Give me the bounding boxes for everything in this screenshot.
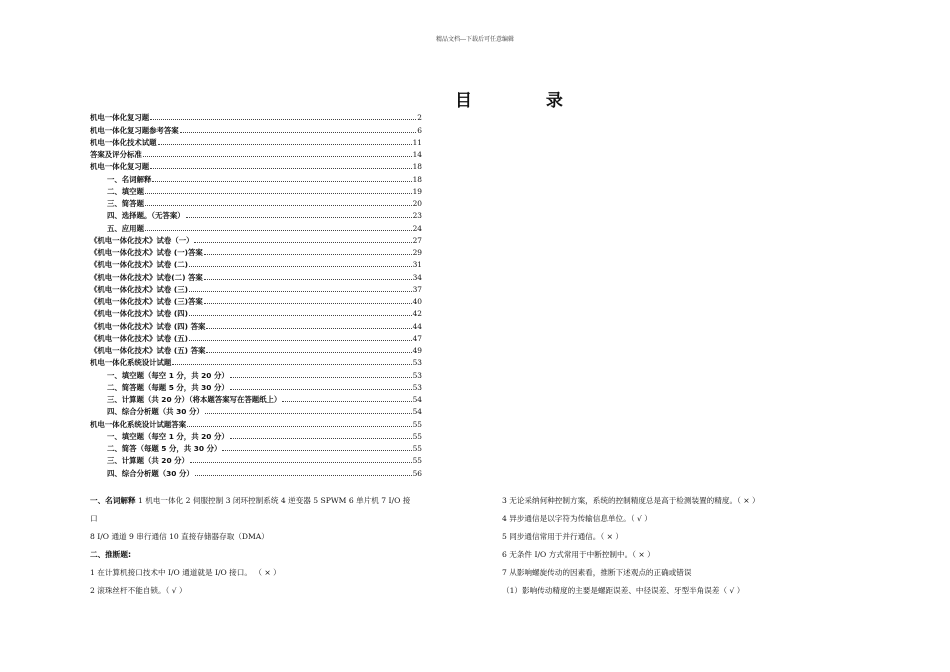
toc-entry-page: 18 xyxy=(412,174,422,184)
toc-leader-dots xyxy=(204,278,412,280)
toc-entry[interactable] xyxy=(90,220,422,232)
toc-entry-page: 18 xyxy=(412,162,422,172)
toc-entry-label: 四、综合分析题（30 分） xyxy=(107,468,194,478)
toc-leader-dots xyxy=(187,425,412,427)
toc-entry-label: 《机电一体化技术》试卷(二) 答案 xyxy=(90,272,203,282)
toc-entry[interactable] xyxy=(90,331,422,343)
toc-entry-label: 《机电一体化技术》试卷 (二) xyxy=(90,260,189,270)
toc-entry-page: 54 xyxy=(412,395,422,404)
toc-entry-page: 55 xyxy=(412,431,422,441)
toc-leader-dots xyxy=(206,351,411,353)
toc-entry-label: 答案及评分标准 xyxy=(90,150,142,159)
judgement-question-7: 7 从影响螺旋传动的因素看，推断下述观点的正确或错误 xyxy=(502,568,692,577)
toc-entry[interactable] xyxy=(90,416,422,428)
toc-leader-dots xyxy=(205,412,412,414)
toc-leader-dots xyxy=(150,118,416,120)
toc-entry[interactable] xyxy=(90,282,422,294)
section-1-heading: 一、名词解释 xyxy=(90,496,136,505)
table-of-contents xyxy=(90,110,422,478)
toc-entry[interactable] xyxy=(90,465,422,477)
toc-entry[interactable] xyxy=(90,171,422,183)
toc-entry-page: 55 xyxy=(412,456,422,466)
toc-leader-dots xyxy=(206,327,411,329)
toc-entry-page: 24 xyxy=(412,223,422,233)
judgement-question-7-1: （1）影响传动精度的主要是螺距误差、中径误差、牙型半角误差（ √ ） xyxy=(502,586,745,595)
toc-entry[interactable] xyxy=(90,122,422,134)
toc-leader-dots xyxy=(222,449,411,451)
toc-leader-dots xyxy=(145,192,412,194)
toc-leader-dots xyxy=(204,302,412,304)
section-1-paragraph xyxy=(90,492,490,510)
toc-leader-dots xyxy=(282,400,411,402)
toc-entry-page: 40 xyxy=(412,297,422,306)
toc-entry-page: 14 xyxy=(412,150,422,159)
toc-entry[interactable] xyxy=(90,343,422,355)
toc-entry[interactable] xyxy=(90,294,422,306)
toc-entry[interactable] xyxy=(90,392,422,404)
toc-entry-label: 四、选择题。（无答案） xyxy=(107,211,185,221)
toc-entry-page: 34 xyxy=(412,272,422,282)
toc-leader-dots xyxy=(230,388,412,390)
left-column xyxy=(90,492,490,600)
toc-entry-page: 11 xyxy=(412,137,422,147)
toc-entry-label: 机电一体化复习题 xyxy=(90,162,150,172)
toc-leader-dots xyxy=(186,216,412,218)
toc-entry[interactable] xyxy=(90,257,422,269)
toc-entry[interactable] xyxy=(90,184,422,196)
toc-entry-page: 42 xyxy=(412,309,422,319)
toc-entry[interactable] xyxy=(90,355,422,367)
judgement-question-3: 3 无论采纳何种控制方案，系统的控制精度总是高于检测装置的精度。（ × ） xyxy=(502,496,760,505)
toc-entry[interactable] xyxy=(90,135,422,147)
toc-entry-page: 27 xyxy=(412,235,422,245)
toc-entry-page: 49 xyxy=(412,346,422,355)
section-2-heading: 二、推断题: xyxy=(90,550,132,559)
toc-title: 目 录 xyxy=(455,91,597,111)
toc-entry-label: 机电一体化系统设计试题答案 xyxy=(90,419,187,429)
toc-entry[interactable] xyxy=(90,196,422,208)
toc-entry-page: 53 xyxy=(412,382,422,392)
toc-leader-dots xyxy=(230,376,412,378)
toc-entry-label: 《机电一体化技术》试卷 (五) xyxy=(90,333,189,343)
toc-entry[interactable] xyxy=(90,233,422,245)
toc-entry-page: 2 xyxy=(417,113,422,123)
toc-entry-label: 二、简答题（每题 5 分，共 30 分） xyxy=(107,382,229,392)
toc-entry-page: 44 xyxy=(412,321,422,331)
toc-leader-dots xyxy=(189,339,412,341)
toc-entry-page: 53 xyxy=(412,358,422,368)
toc-entry-label: 一、填空题（每空 1 分，共 20 分） xyxy=(107,431,229,441)
toc-leader-dots xyxy=(189,265,412,267)
toc-leader-dots xyxy=(150,167,411,169)
toc-entry[interactable] xyxy=(90,441,422,453)
toc-leader-dots xyxy=(145,204,412,206)
section-1-terms-line3: 8 I/O 通道 9 串行通信 10 直接存储器存取（DMA） xyxy=(90,532,269,541)
judgement-question-5: 5 同步通信常用于并行通信。（ × ） xyxy=(502,532,623,541)
toc-entry-label: 二、填空题 xyxy=(107,186,144,196)
toc-entry[interactable] xyxy=(90,245,422,257)
toc-entry-label: 机电一体化系统设计试题 xyxy=(90,358,172,368)
toc-entry[interactable] xyxy=(90,269,422,281)
page-header-note: 精品文档---下载后可任意编辑 xyxy=(435,36,515,43)
toc-entry-label: 《机电一体化技术》试卷 (一)答案 xyxy=(90,248,203,257)
toc-entry-page: 23 xyxy=(412,211,422,221)
toc-leader-dots xyxy=(180,131,417,133)
judgement-question-1: 1 在计算机接口技术中 I/O 通道就是 I/O 接口。 （ × ） xyxy=(90,568,281,577)
toc-entry-label: 《机电一体化技术》试卷 (五) 答案 xyxy=(90,346,206,355)
toc-entry-label: 《机电一体化技术》试卷 (三)答案 xyxy=(90,297,203,306)
toc-entry-label: 机电一体化技术试题 xyxy=(90,137,157,147)
toc-entry[interactable] xyxy=(90,306,422,318)
toc-entry-page: 6 xyxy=(417,125,422,135)
toc-entry-label: 三、计算题（共 20 分） xyxy=(107,456,189,466)
toc-leader-dots xyxy=(152,180,411,182)
toc-leader-dots xyxy=(158,143,412,145)
section-1-terms-line1: 1 机电一体化 2 伺服控制 3 闭环控制系统 4 逆变器 5 SPWM 6 单片机 7 I/O 接 xyxy=(135,496,411,505)
toc-entry-page: 19 xyxy=(412,186,422,196)
judgement-question-4: 4 异步通信是以字符为传输信息单位。（ √ ） xyxy=(502,514,652,523)
toc-entry-label: 三、简答题 xyxy=(107,199,144,208)
judgement-question-6: 6 无条件 I/O 方式常用于中断控制中。（ × ） xyxy=(502,550,655,559)
toc-leader-dots xyxy=(195,474,412,476)
toc-entry-label: 一、填空题（每空 1 分，共 20 分） xyxy=(107,370,229,380)
toc-leader-dots xyxy=(230,437,412,439)
toc-leader-dots xyxy=(204,253,412,255)
toc-entry[interactable] xyxy=(90,159,422,171)
toc-entry-page: 53 xyxy=(412,370,422,380)
toc-entry[interactable] xyxy=(90,147,422,159)
toc-leader-dots xyxy=(194,241,411,243)
toc-entry[interactable] xyxy=(90,380,422,392)
toc-entry[interactable] xyxy=(90,318,422,330)
toc-leader-dots xyxy=(189,290,412,292)
toc-entry[interactable] xyxy=(90,404,422,416)
toc-entry-label: 《机电一体化技术》试卷（一） xyxy=(90,235,194,245)
toc-leader-dots xyxy=(172,363,411,365)
toc-entry-label: 四、综合分析题（共 30 分） xyxy=(107,407,204,417)
toc-entry-page: 55 xyxy=(412,419,422,429)
right-column xyxy=(502,492,862,600)
judgement-question-2: 2 滚珠丝杆不能自锁。（ √ ） xyxy=(90,586,187,595)
toc-entry-page: 47 xyxy=(412,333,422,343)
toc-leader-dots xyxy=(143,155,412,157)
toc-entry-page: 37 xyxy=(412,284,422,294)
toc-entry[interactable] xyxy=(90,453,422,465)
toc-entry-label: 一、名词解释 xyxy=(107,174,152,184)
toc-entry[interactable] xyxy=(90,429,422,441)
toc-entry-page: 55 xyxy=(412,444,422,453)
section-1-terms-line2: 口 xyxy=(90,514,98,523)
toc-entry[interactable] xyxy=(90,367,422,379)
toc-entry-label: 《机电一体化技术》试卷 (四) 答案 xyxy=(90,321,206,331)
toc-entry-label: 二、简答（每题 5 分，共 30 分） xyxy=(107,444,222,453)
toc-leader-dots xyxy=(190,461,412,463)
toc-entry-page: 29 xyxy=(412,248,422,257)
toc-entry-label: 三、计算题（共 20 分）（将本题答案写在答题纸上） xyxy=(107,395,282,404)
toc-entry-label: 五、应用题 xyxy=(107,223,144,233)
toc-entry[interactable] xyxy=(90,208,422,220)
toc-entry[interactable] xyxy=(90,110,422,122)
toc-leader-dots xyxy=(145,229,412,231)
toc-entry-label: 机电一体化复习题 xyxy=(90,113,150,123)
toc-entry-label: 《机电一体化技术》试卷 (四) xyxy=(90,309,189,319)
toc-entry-page: 31 xyxy=(412,260,422,270)
toc-leader-dots xyxy=(189,314,412,316)
toc-entry-page: 54 xyxy=(412,407,422,417)
toc-entry-page: 56 xyxy=(412,468,422,478)
toc-entry-label: 《机电一体化技术》试卷 (三) xyxy=(90,284,189,294)
toc-entry-label: 机电一体化复习题参考答案 xyxy=(90,125,179,135)
toc-entry-page: 20 xyxy=(412,199,422,208)
